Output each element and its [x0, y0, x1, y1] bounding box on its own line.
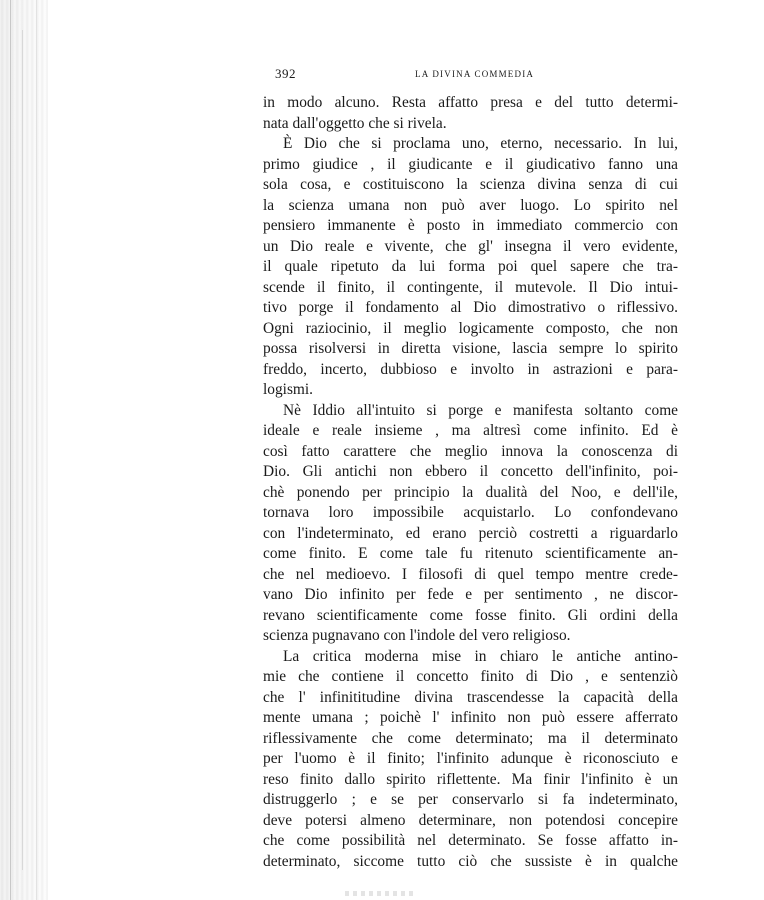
scan-edge-line [10, 0, 11, 900]
text-line: revano scientificamente come fosse finito. Gli ordini della [263, 606, 678, 624]
text-line: che nel medioevo. I filosofi di quel tempo mentre crede- [263, 565, 678, 583]
text-line: La critica moderna mise in chiaro le antiche antino- [283, 647, 678, 665]
text-line: mente umana ; poichè l' infinito non può essere afferrato [263, 709, 678, 726]
scan-edge-line [22, 30, 23, 870]
text-line: determinato, siccome tutto ciò che sussiste è in qualche [263, 852, 678, 870]
text-line: nata dall'oggetto che si rivela. [263, 114, 447, 132]
text-line: tornava loro impossibile acquistarlo. Lo confondevano [263, 504, 678, 521]
text-line: che come possibilità nel determinato. Se fosse affatto in- [263, 832, 678, 849]
page-header [275, 66, 677, 84]
body-text [263, 93, 678, 872]
text-line: per l'uomo è il finito; l'infinito adunque è riconosciuto e [263, 750, 678, 767]
text-line: scende il finito, il contingente, il mutevole. Il Dio intui- [263, 278, 678, 296]
text-line: È Dio che si proclama uno, eterno, necessario. In lui, [283, 135, 678, 152]
text-line: come finito. E come tale fu ritenuto scientificamente an- [263, 545, 678, 562]
text-line: Dio. Gli antichi non ebbero il concetto dell'infinito, poi- [263, 463, 678, 480]
text-line: tivo porge il fondamento al Dio dimostrativo o riflessivo. [263, 299, 678, 316]
text-line: un Dio reale e vivente, che gl' insegna il vero evidente, [263, 237, 678, 255]
text-line: distruggerlo ; e se per conservarlo si fa indeterminato, [263, 791, 678, 808]
text-line: così fatto carattere che meglio innova la conoscenza di [263, 442, 678, 460]
text-line: logismi. [263, 381, 314, 398]
text-line: vano Dio infinito per fede e per sentimento , ne discor- [263, 586, 678, 603]
text-line: Ogni raziocinio, il meglio logicamente composto, che non [263, 319, 678, 337]
text-line: riflessivamente che come determinato; ma il determinato [263, 729, 678, 747]
text-line: ideale e reale insieme , ma altresì come infinito. Ed è [263, 422, 678, 439]
text-line: scienza pugnavano con l'indole del vero religioso. [263, 627, 571, 644]
text-line: la scienza umana non può aver luogo. Lo spirito nel [263, 196, 678, 214]
text-line: possa risolversi in diretta visione, lascia sempre lo spirito [263, 340, 678, 357]
scan-binding-edge [0, 0, 48, 900]
text-line: sola cosa, e costituiscono la scienza divina senza di cui [263, 176, 678, 193]
text-line: mie che contiene il concetto finito di Dio , e sentenziò [263, 668, 678, 685]
page-number: 392 [275, 66, 296, 81]
text-line: primo giudice , il giudicante e il giudicativo fanno una [263, 155, 678, 173]
text-line: freddo, incerto, dubbioso e involto in astrazioni e para- [263, 360, 678, 378]
text-line: reso finito dallo spirito riflettente. Ma finir l'infinito è un [263, 770, 678, 788]
scan-smudge [345, 891, 415, 896]
text-line: pensiero immanente è posto in immediato commercio con [263, 217, 678, 234]
text-line: chè ponendo per principio la dualità del Noo, e dell'ile, [263, 483, 678, 501]
text-line: il quale ripetuto da lui forma poi quel sapere che tra- [263, 258, 678, 275]
text-line: che l' infinititudine divina trascendesse la capacità della [263, 688, 678, 706]
text-line: con l'indeterminato, ed erano perciò costretti a riguardarlo [263, 524, 678, 542]
text-line: in modo alcuno. Resta affatto presa e del tutto determi- [263, 94, 678, 111]
text-line: deve potersi almeno determinare, non potendosi concepire [263, 811, 678, 829]
scan-edge-line [36, 0, 37, 900]
text-line: Nè Iddio all'intuito si porge e manifesta soltanto come [283, 401, 678, 419]
running-title: LA DIVINA COMMEDIA [415, 69, 535, 79]
